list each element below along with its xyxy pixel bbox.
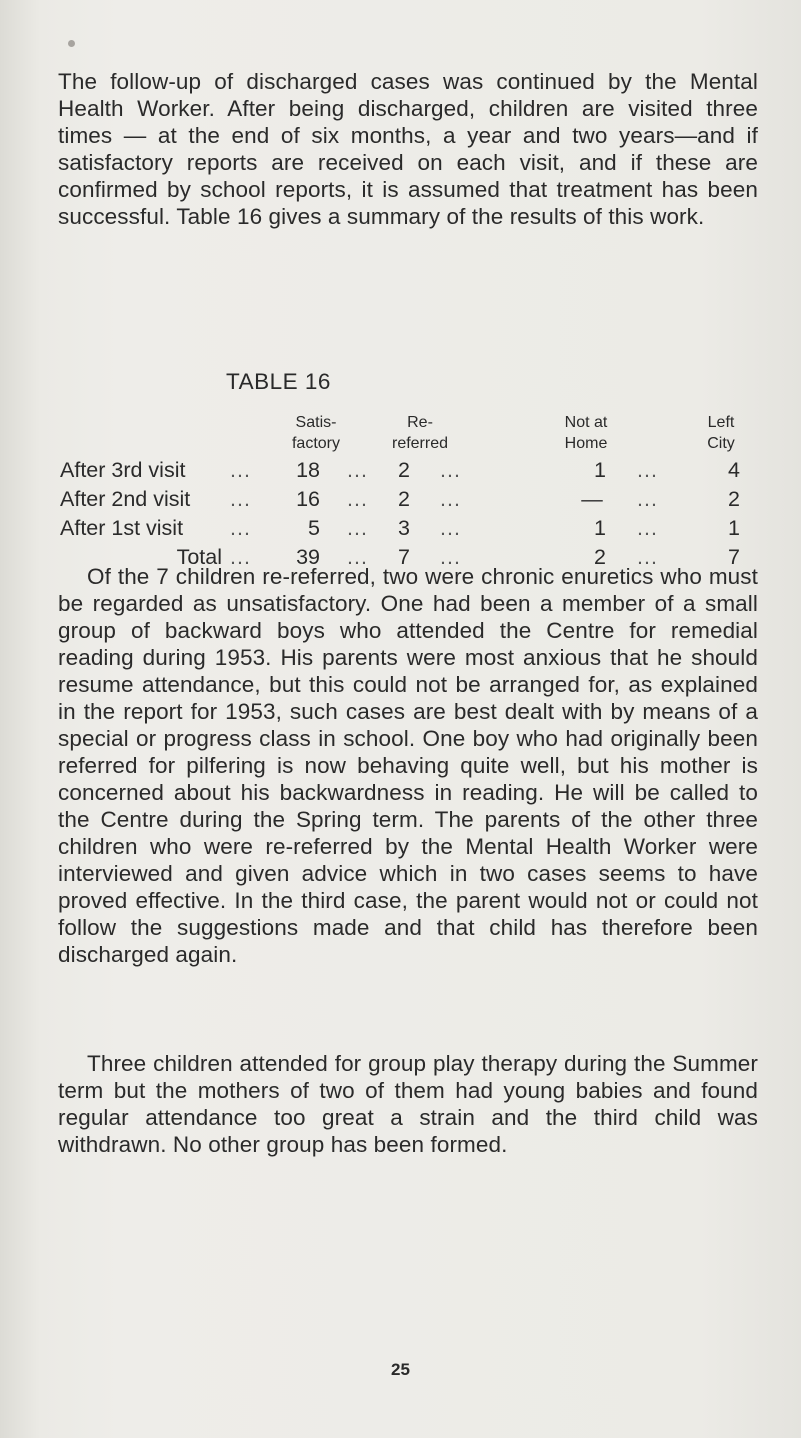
row-label: After 3rd visit — [60, 458, 186, 482]
leader-dots: ... — [637, 458, 658, 482]
cell-not-at-home: 1 — [594, 516, 606, 540]
leader-dots: ... — [347, 545, 368, 569]
cell-satisfactory: 18 — [296, 458, 320, 482]
cell-left-city: 4 — [728, 458, 740, 482]
table-row — [0, 458, 801, 485]
table-title: TABLE 16 — [226, 369, 331, 394]
cell-rereferred: 2 — [398, 487, 410, 511]
leader-dots: ... — [230, 545, 251, 569]
followup-paragraph: Of the 7 children re-referred, two were chronic enuretics who must be regarded as unsatisfactory. One had been a member of a small group of backward boys who attended the Centre for remedial reading during 1953. His parents were most anxious that he should resume attendance, but this could not be arranged for, as explained in the report for 1953, such cases are best dealt with by means of a special or progress class in school. One boy who had originally been referred for pilfering is now behaving quite well, but his mother is concerned about his backwardness in reading. He will be called to the Centre during the Spring term. The parents of the other three children who were re-referred by the Mental Health Worker were interviewed and given advice which in two cases seems to have proved effective. In the third case, the parent would not or could not follow the suggestions made and that child has therefore been discharged again. — [58, 564, 758, 967]
cell-satisfactory: 5 — [308, 516, 320, 540]
col-header-line: factory — [291, 435, 340, 452]
col-header-line: City — [707, 435, 735, 452]
col-header-line: referred — [391, 435, 449, 452]
col-header-line: Not at — [564, 414, 608, 431]
intro-paragraph: The follow-up of discharged cases was continued by the Mental Health Worker. After being discharged, children are visited three times — at the end of six months, a year and two years—and if satisfactory reports are received on each visit, and if these are confirmed by school reports, it is assumed that treatment has been successful. Table 16 gives a summary of the results of this work. — [58, 69, 758, 229]
col-header-line: Left — [707, 414, 735, 431]
leader-dots: ... — [637, 487, 658, 511]
col-header-line: Re- — [407, 414, 433, 431]
cell-rereferred: 2 — [398, 458, 410, 482]
col-header-left-city — [673, 412, 769, 454]
cell-rereferred: 3 — [398, 516, 410, 540]
cell-left-city: 7 — [728, 545, 740, 569]
cell-left-city: 1 — [728, 516, 740, 540]
cell-not-at-home: 2 — [594, 545, 606, 569]
cell-satisfactory: 39 — [296, 545, 320, 569]
table-row — [0, 516, 801, 543]
group-therapy-paragraph: Three children attended for group play therapy during the Summer term but the mothers of two of them had young babies and found regular attendance too great a strain and the third child was withdrawn. No other group has been formed. — [58, 1051, 758, 1157]
leader-dots: ... — [440, 458, 461, 482]
page-number: 25 — [391, 1360, 410, 1379]
row-label: After 2nd visit — [60, 487, 191, 511]
col-header-line: Satis- — [295, 414, 337, 431]
cell-not-at-home: 1 — [594, 458, 606, 482]
row-label: After 1st visit — [60, 516, 184, 540]
cell-rereferred: 7 — [398, 545, 410, 569]
leader-dots: ... — [230, 487, 251, 511]
col-header-not-at-home — [538, 412, 634, 454]
cell-left-city: 2 — [728, 487, 740, 511]
leader-dots: ... — [347, 516, 368, 540]
table-row — [0, 487, 801, 514]
leader-dots: ... — [440, 545, 461, 569]
leader-dots: ... — [347, 458, 368, 482]
col-header-line: Home — [564, 435, 608, 452]
cell-not-at-home: — — [581, 487, 603, 511]
leader-dots: ... — [347, 487, 368, 511]
cell-satisfactory: 16 — [296, 487, 320, 511]
col-header-rereferred — [372, 412, 468, 454]
leader-dots: ... — [637, 545, 658, 569]
leader-dots: ... — [230, 516, 251, 540]
leader-dots: ... — [440, 516, 461, 540]
leader-dots: ... — [637, 516, 658, 540]
leader-dots: ... — [230, 458, 251, 482]
row-label: Total — [176, 545, 222, 569]
ink-spot — [68, 40, 75, 47]
leader-dots: ... — [440, 487, 461, 511]
col-header-satisfactory — [268, 412, 364, 454]
